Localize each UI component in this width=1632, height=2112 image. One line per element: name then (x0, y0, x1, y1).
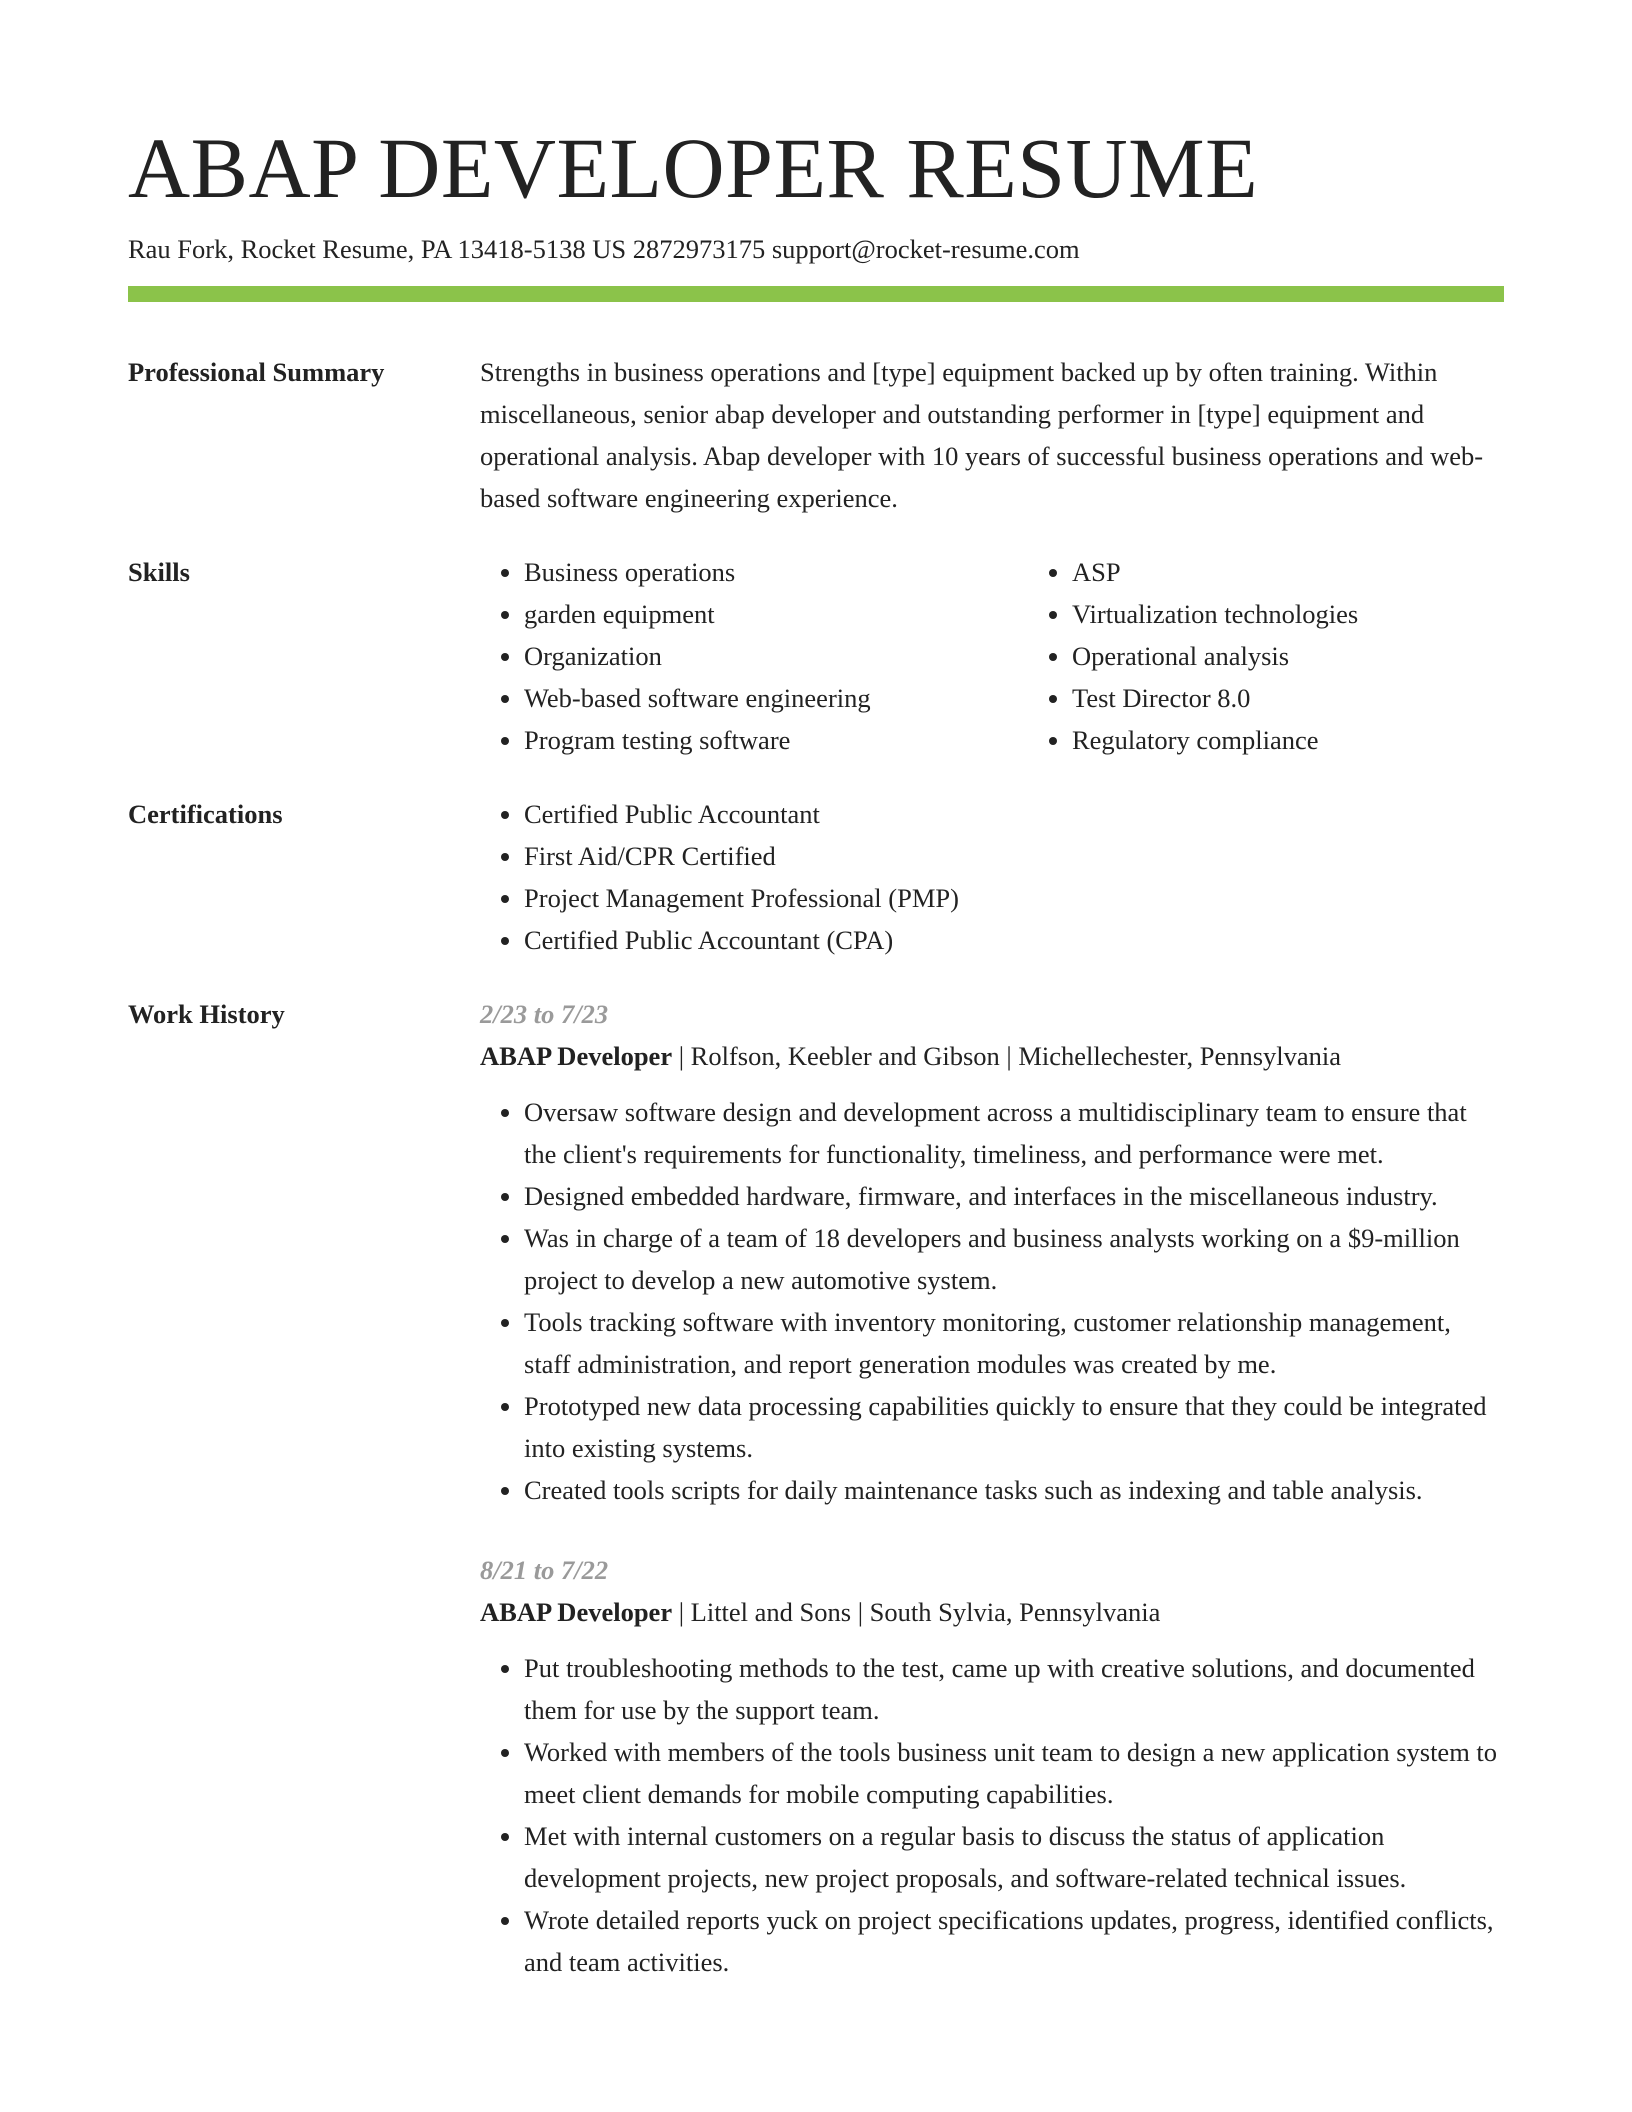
contact-line: Rau Fork, Rocket Resume, PA 13418-5138 US 2872973175 support@rocket-resume.com (128, 234, 1080, 264)
skill-item: • Test Director 8.0 (1072, 677, 1576, 719)
summary-section (128, 351, 1504, 519)
certification-item: • First Aid/CPR Certified (524, 835, 1504, 877)
skill-item: • ASP (1072, 551, 1576, 593)
job-dates: 2/23 to 7/23 (480, 999, 609, 1029)
job-title: ABAP Developer (480, 1041, 673, 1071)
job-title-line (480, 1591, 1504, 1633)
work-history-body (480, 993, 1504, 2021)
job-title-line (480, 1035, 1504, 1077)
certifications-section (128, 793, 1504, 961)
skill-item: • Operational analysis (1072, 635, 1576, 677)
job-dates: 8/21 to 7/22 (480, 1555, 609, 1585)
skill-item: • Virtualization technologies (1072, 593, 1576, 635)
job-bullet: • Tools tracking software with inventory monitoring, customer relationship management, staff administration, and report generation modules was created by me. (524, 1301, 1504, 1385)
resume-title: ABAP DEVELOPER RESUME (128, 120, 1259, 216)
certification-item: • Certified Public Accountant (524, 793, 1504, 835)
skill-item: • Business operations (524, 551, 1028, 593)
skill-item: • garden equipment (524, 593, 1028, 635)
skill-item: • Program testing software (524, 719, 1028, 761)
job-bullets (480, 1091, 1504, 1511)
job-bullet: • Created tools scripts for daily maintenance tasks such as indexing and table analysis. (524, 1469, 1504, 1511)
job-bullet: • Worked with members of the tools business unit team to design a new application system to meet client demands for mobile computing capabilities. (524, 1731, 1504, 1815)
certifications-list (480, 793, 1504, 961)
job-title: ABAP Developer (480, 1597, 673, 1627)
resume-sections (128, 351, 1504, 2053)
certifications-label: Certifications (128, 799, 283, 829)
job-bullet: • Oversaw software design and development across a multidisciplinary team to ensure that the client's requirements for functionality, timeliness, and performance were met. (524, 1091, 1504, 1175)
certification-item: • Certified Public Accountant (CPA) (524, 919, 1504, 961)
summary-label: Professional Summary (128, 357, 385, 387)
certifications-body (480, 793, 1504, 961)
summary-body (480, 351, 1504, 519)
job-bullet: • Met with internal customers on a regular basis to discuss the status of application development projects, new project proposals, and software-related technical issues. (524, 1815, 1504, 1899)
certification-item: • Project Management Professional (PMP) (524, 877, 1504, 919)
work-history-label: Work History (128, 999, 285, 1029)
skills-column-1 (480, 551, 1028, 761)
header-divider (128, 286, 1504, 302)
job-entry (480, 1549, 1504, 1983)
job-details: | Littel and Sons | South Sylvia, Pennsylvania (672, 1597, 1161, 1627)
work-history-section (128, 993, 1504, 2021)
summary-text: Strengths in business operations and [type] equipment backed up by often training. Within miscellaneous, senior abap developer and outstanding performer in [type] equipment and operational analysis. Abap developer with 10 years of successful business operations and web-based software engineering experience. (480, 357, 1484, 513)
skill-item: • Web-based software engineering (524, 677, 1028, 719)
skills-column-2 (1028, 551, 1576, 761)
job-entry (480, 993, 1504, 1511)
skills-section (128, 551, 1504, 761)
job-bullet: • Wrote detailed reports yuck on project specifications updates, progress, identified conflicts, and team activities. (524, 1899, 1504, 1983)
skill-item: • Organization (524, 635, 1028, 677)
skills-body (480, 551, 1576, 761)
skill-item: • Regulatory compliance (1072, 719, 1576, 761)
job-bullets (480, 1647, 1504, 1983)
job-bullet: • Put troubleshooting methods to the test, came up with creative solutions, and documented them for use by the support team. (524, 1647, 1504, 1731)
skills-label: Skills (128, 557, 190, 587)
job-bullet: • Designed embedded hardware, firmware, and interfaces in the miscellaneous industry. (524, 1175, 1504, 1217)
job-bullet: • Prototyped new data processing capabilities quickly to ensure that they could be integrated into existing systems. (524, 1385, 1504, 1469)
job-bullet: • Was in charge of a team of 18 developers and business analysts working on a $9-million project to develop a new automotive system. (524, 1217, 1504, 1301)
job-details: | Rolfson, Keebler and Gibson | Michellechester, Pennsylvania (672, 1041, 1342, 1071)
